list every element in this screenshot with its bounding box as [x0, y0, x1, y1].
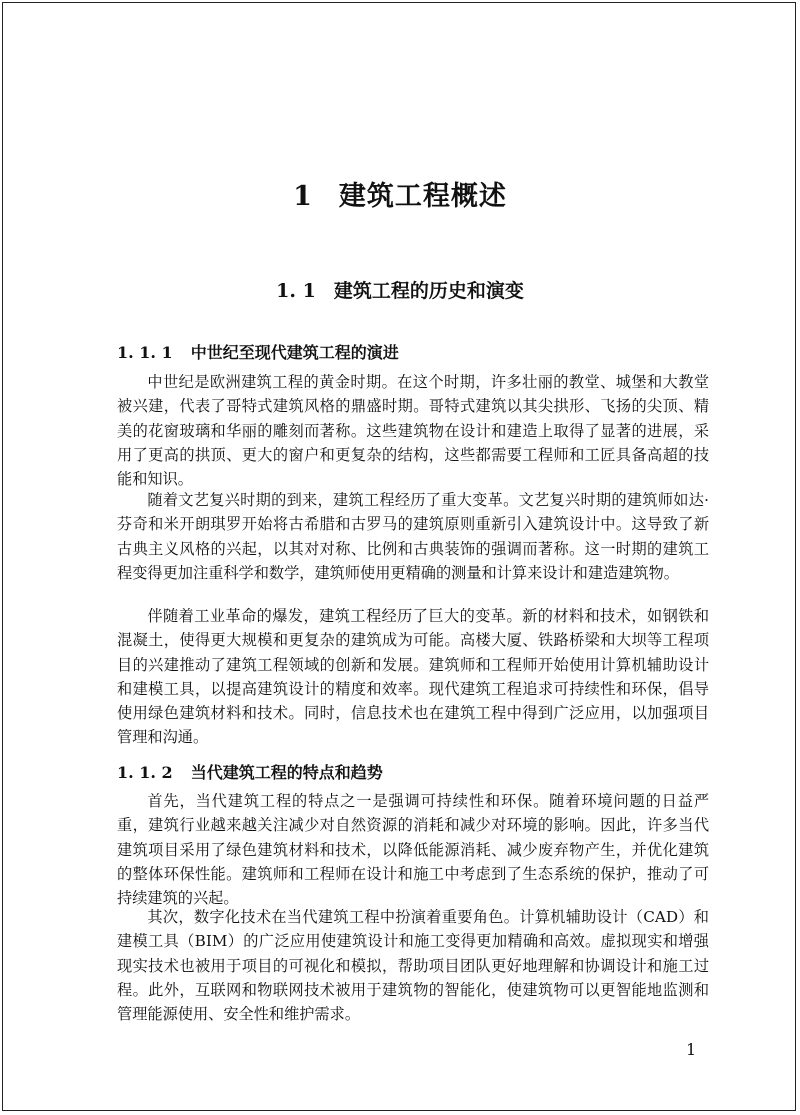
paragraph: 首先，当代建筑工程的特点之一是强调可持续性和环保。随着环境问题的日益严重，建筑行业越来越关注减少对自然资源的消耗和减少对环境的影响。因此，许多当代建筑项目采用了绿色建筑材料和技术，以降低能源消耗、减少废弃物产生，并优化建筑的整体环保性能。建筑师和工程师在设计和施工中考虑到了生态系统的保护，推动了可持续建筑的兴起。 — [117, 792, 709, 908]
section-number: 1. 1 — [276, 280, 316, 302]
subsection-title-2 — [117, 760, 383, 783]
page-number: 1 — [686, 1040, 697, 1059]
subsection-title-text: 中世纪至现代建筑工程的演进 — [190, 343, 399, 362]
paragraph: 其次，数字化技术在当代建筑工程中扮演着重要角色。计算机辅助设计（CAD）和建模工具（BIM）的广泛应用使建筑设计和施工变得更加精确和高效。虚拟现实和增强现实技术也被用于项目的可视化和模拟，帮助项目团队更好地理解和协调设计和施工过程。此外，互联网和物联网技术被用于建筑物的智能化，使建筑物可以更智能地监测和管理能源使用、安全性和维护需求。 — [117, 908, 709, 1024]
paragraph: 中世纪是欧洲建筑工程的黄金时期。在这个时期，许多壮丽的教堂、城堡和大教堂被兴建，代表了哥特式建筑风格的鼎盛时期。哥特式建筑以其尖拱形、飞扬的尖顶、精美的花窗玻璃和华丽的雕刻而著称。这些建筑物在设计和建造上取得了显著的进展，采用了更高的拱顶、更大的窗户和更复杂的结构，这些都需要工程师和工匠具备高超的技能和知识。 — [117, 373, 709, 489]
chapter-number: 1 — [293, 181, 313, 212]
subsection-title-1 — [117, 340, 399, 363]
subsection-number: 1. 1. 2 — [117, 763, 173, 782]
section-title-text: 建筑工程的历史和演变 — [333, 280, 524, 302]
section-title — [0, 276, 800, 303]
paragraph: 伴随着工业革命的爆发，建筑工程经历了巨大的变革。新的材料和技术，如钢铁和混凝土，使得更大规模和更复杂的建筑成为可能。高楼大厦、铁路桥梁和大坝等工程项目的兴建推动了建筑工程领域的创新和发展。建筑师和工程师开始使用计算机辅助设计和建模工具，以提高建筑设计的精度和效率。现代建筑工程追求可持续性和环保，倡导使用绿色建筑材料和技术。同时，信息技术也在建筑工程中得到广泛应用，以加强项目管理和沟通。 — [117, 607, 709, 747]
chapter-title — [0, 174, 800, 213]
paragraph: 随着文艺复兴时期的到来，建筑工程经历了重大变革。文艺复兴时期的建筑师如达·芬奇和米开朗琪罗开始将古希腊和古罗马的建筑原则重新引入建筑设计中。这导致了新古典主义风格的兴起，以其对对称、比例和古典装饰的强调而著称。这一时期的建筑工程变得更加注重科学和数学，建筑师使用更精确的测量和计算来设计和建造建筑物。 — [117, 491, 709, 582]
chapter-title-text: 建筑工程概述 — [338, 181, 507, 212]
subsection-title-text: 当代建筑工程的特点和趋势 — [190, 763, 383, 782]
subsection-number: 1. 1. 1 — [117, 343, 173, 362]
